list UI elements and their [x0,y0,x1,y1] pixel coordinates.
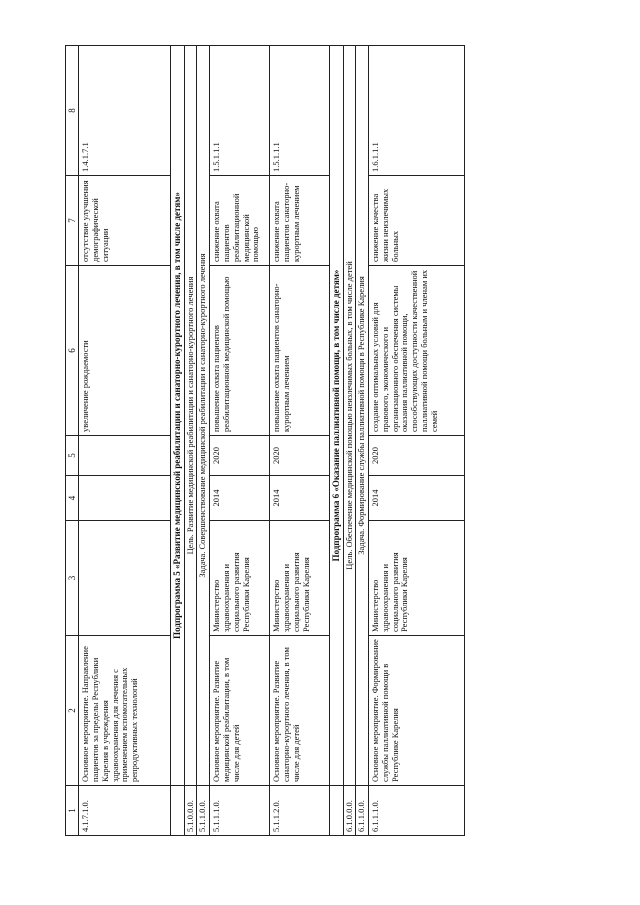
indicator-cell: 1.5.1.1.1 [270,46,330,176]
subprogram-5-title: Подпрограмма 5 «Развитие медицинской реабилитации и санаторно-курортного лечения, в том числе детям» [171,46,184,786]
indicator-cell: 1.6.1.1.1 [369,46,465,176]
end-year-cell: 2020 [369,436,465,476]
header-col-1: 1 [66,786,79,836]
row-number: 5.1.1.2.0. [270,786,330,836]
indicator-cell: 1.4.1.7.1 [79,46,171,176]
goal-row [184,46,197,836]
result-cell: повышение охвата пациентов санаторно-курортным лечением [270,266,330,436]
goal-text: Цель. Обеспечение медицинской помощью неизлечимых больных, в том числе детей [343,46,356,786]
table-row [79,46,171,836]
table-row [369,46,465,836]
task-row [356,46,369,836]
start-year-cell: 2014 [270,476,330,521]
header-col-7: 7 [66,176,79,266]
activity-cell: Основное мероприятие. Развитие медицинской реабилитации, в том числе для детей [210,636,270,786]
start-year-cell: 2014 [210,476,270,521]
goal-row [343,46,356,836]
consequence-cell: отсутствие улучшения демографической ситуации [79,176,171,266]
consequence-cell: снижение охвата пациентов санаторно-курортным лечением [270,176,330,266]
executor-cell: Министерство здравоохранения и социального развития Республики Карелия [369,521,465,636]
activity-cell: Основное мероприятие. Направление пациентов за пределы Республики Карелия в учреждения здравоохранения для лечения с применением вспомогательных репродуктивных технологий [79,636,171,786]
header-col-6: 6 [66,266,79,436]
task-number: 6.1.1.0.0. [356,786,369,836]
consequence-cell: снижение качества жизни неизлечимых больных [369,176,465,266]
activity-cell: Основное мероприятие. Формирование службы паллиативной помощи в Республике Карелия [369,636,465,786]
header-col-5: 5 [66,436,79,476]
header-col-2: 2 [66,636,79,786]
header-col-4: 4 [66,476,79,521]
subprogram-title-row [171,46,184,836]
task-text: Задача. Формирование службы паллиативной помощи в Республике Карелия [356,46,369,786]
header-col-3: 3 [66,521,79,636]
row-number: 4.1.7.1.0. [79,786,171,836]
task-row [197,46,210,836]
activity-cell: Основное мероприятие. Развитие санаторно-курортного лечения, в том числе для детей [270,636,330,786]
end-year-cell: 2020 [270,436,330,476]
program-activities-table [65,45,465,836]
start-year-cell [79,476,171,521]
header-col-8: 8 [66,46,79,176]
start-year-cell: 2014 [369,476,465,521]
subprogram-title-row [330,46,343,836]
consequence-cell: снижение охвата пациентов реабилитационной медицинской помощью [210,176,270,266]
header-row [66,46,79,836]
executor-cell [79,521,171,636]
subprogram-6-title: Подпрограмма 6 «Оказание паллиативной помощи, в том числе детям» [330,46,343,786]
goal-number: 6.1.0.0.0. [343,786,356,836]
row-number: 5.1.1.1.0. [210,786,270,836]
result-cell: создание оптимальных условий для правового, экономического и организационного обеспечения системы оказания паллиативной помощи, способствующих доступности качественной паллиативной помощи больным и членам их семей [369,266,465,436]
indicator-cell: 1.5.1.1.1 [210,46,270,176]
end-year-cell: 2020 [210,436,270,476]
row-number: 6.1.1.1.0. [369,786,465,836]
end-year-cell [79,436,171,476]
rotated-table-sheet [65,46,523,836]
executor-cell: Министерство здравоохранения и социального развития Республики Карелия [210,521,270,636]
task-number: 5.1.1.0.0. [197,786,210,836]
table-row [270,46,330,836]
result-cell: повышение охвата пациентов реабилитационной медицинской помощью [210,266,270,436]
executor-cell: Министерство здравоохранения и социального развития Республики Карелия [270,521,330,636]
task-text: Задача. Совершенствование медицинской реабилитации и санаторно-курортного лечения [197,46,210,786]
goal-number: 5.1.0.0.0. [184,786,197,836]
result-cell: увеличение рождаемости [79,266,171,436]
table-row [210,46,270,836]
goal-text: Цель. Развитие медицинской реабилитации и санаторно-курортного лечения [184,46,197,786]
